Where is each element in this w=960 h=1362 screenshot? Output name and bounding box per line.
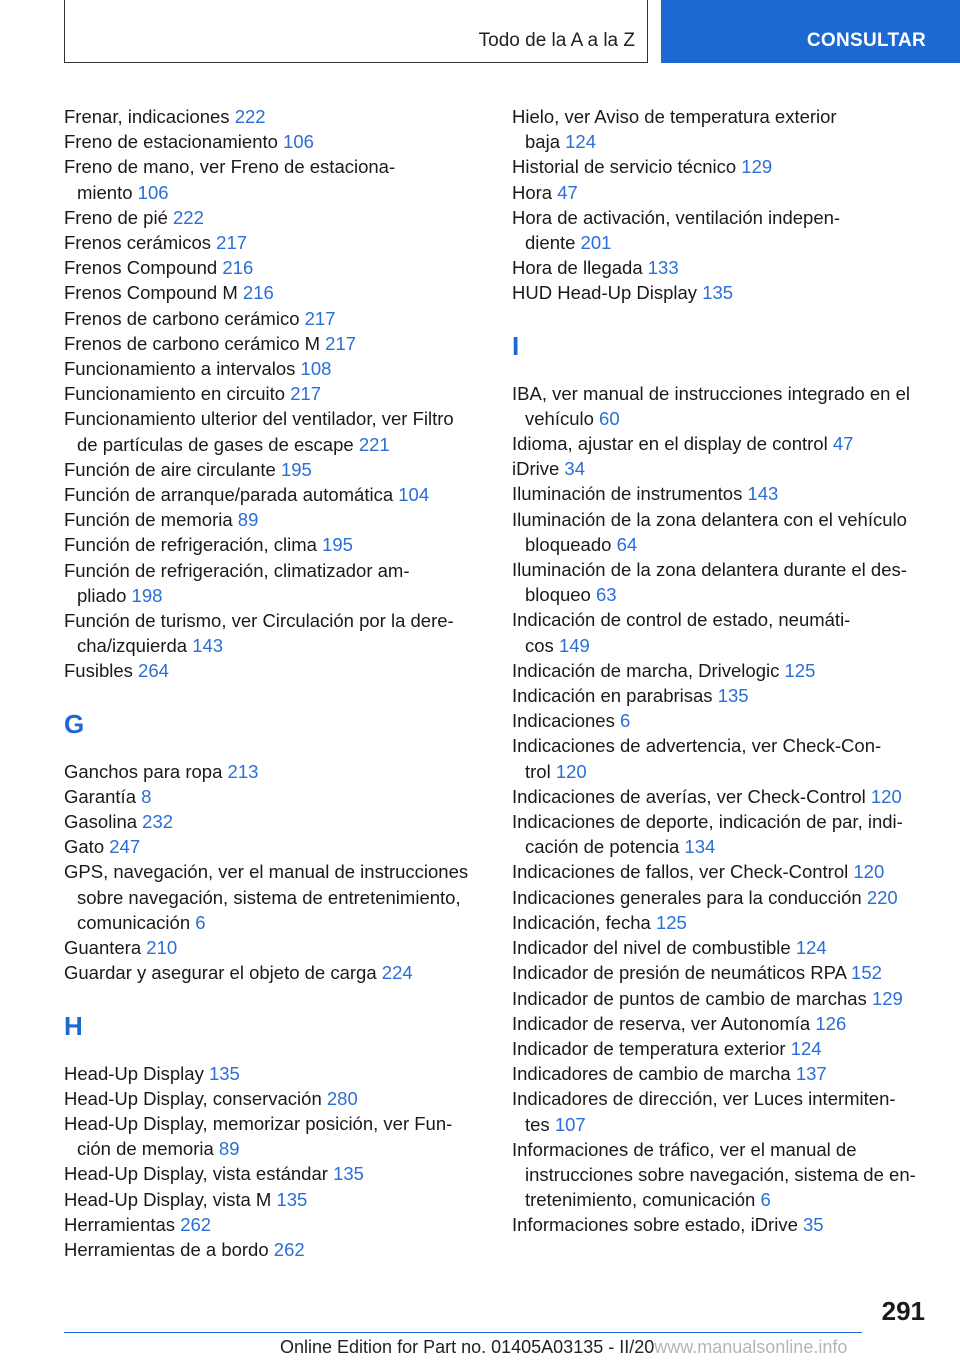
index-entry [64, 1161, 480, 1186]
entry-term: Indicador de presión de neumáticos RPA [512, 962, 846, 984]
index-entry [64, 1111, 480, 1161]
page-reference-link[interactable]: 143 [747, 483, 779, 505]
entry-term: Herramientas [64, 1213, 176, 1235]
entry-term: Indicador de temperatura exterior [512, 1037, 786, 1059]
entry-term: Head-Up Display, vista M [64, 1188, 272, 1210]
index-column-right [512, 104, 932, 1238]
entry-term: Función de turismo, ver Circulación por la dere‐ [64, 610, 454, 632]
page-reference-link[interactable]: 149 [558, 634, 590, 656]
index-entry [64, 608, 480, 658]
entry-term: Idioma, ajustar en el display de control [512, 433, 828, 455]
page-reference-link[interactable]: 137 [795, 1063, 827, 1085]
entry-term: Informaciones de tráfico, ver el manual de [512, 1138, 857, 1160]
index-entry [64, 356, 480, 381]
tab-a-to-z[interactable]: Todo de la A a la Z [64, 0, 648, 63]
page-reference-link[interactable]: 129 [871, 987, 903, 1009]
index-entry [64, 255, 480, 280]
page-reference-link[interactable]: 216 [242, 282, 274, 304]
page-reference-link[interactable]: 232 [142, 811, 174, 833]
page-reference-link[interactable]: 135 [333, 1163, 364, 1185]
page-reference-link[interactable]: 280 [326, 1087, 358, 1109]
page-number: 291 [881, 1296, 925, 1326]
entry-term-continuation: pliado [77, 584, 127, 606]
entry-term-continuation: tes [525, 1113, 550, 1135]
entry-term: Indicaciones de averías, ver Check-Control [512, 785, 866, 807]
page-reference-link[interactable]: 262 [273, 1238, 305, 1260]
entry-term: Frenos de carbono cerámico [64, 307, 300, 329]
entry-term: Indicaciones de deporte, indicación de par, indi‐ [512, 811, 903, 833]
page-reference-link[interactable]: 247 [109, 836, 141, 858]
page-reference-link[interactable]: 108 [300, 358, 332, 380]
index-entry [512, 784, 932, 809]
entry-term-continuation: miento [77, 181, 133, 203]
entry-term: Head-Up Display, conservación [64, 1087, 322, 1109]
entry-term-continuation: bloqueado [525, 533, 612, 555]
entry-term: Iluminación de la zona delantera durante el des‐ [512, 559, 907, 581]
entry-term: Fusibles [64, 660, 133, 682]
entry-term: Indicaciones [512, 710, 615, 732]
index-entry [64, 129, 480, 154]
entry-term-continuation: diente [525, 232, 576, 254]
page-reference-link[interactable]: 34 [564, 458, 585, 480]
index-entry [512, 255, 932, 280]
section-letter: I [512, 330, 520, 361]
page-reference-link[interactable]: 64 [616, 533, 638, 555]
page-reference-link[interactable]: 135 [717, 685, 749, 707]
page-reference-link[interactable]: 198 [131, 584, 163, 606]
page-reference-link[interactable]: 224 [381, 962, 413, 984]
page-reference-link[interactable]: 129 [741, 156, 773, 178]
index-column-left [64, 104, 480, 1262]
page-reference-link[interactable]: 125 [784, 659, 816, 681]
index-entry [512, 481, 932, 506]
entry-term: Garantía [64, 785, 136, 807]
page-reference-link[interactable]: 47 [832, 433, 854, 455]
entry-term: Indicador de reserva, ver Autonomía [512, 1012, 811, 1034]
index-entry [512, 104, 932, 154]
index-entry [64, 507, 480, 532]
entry-term: Frenos Compound M [64, 282, 238, 304]
index-entry [512, 205, 932, 255]
page-reference-link[interactable]: 47 [557, 181, 578, 203]
entry-term-continuation: baja [525, 131, 560, 153]
index-entry [512, 456, 932, 481]
index-entry [512, 658, 932, 683]
entry-term-continuation: tretenimiento, comunicación [525, 1189, 756, 1211]
entry-term: GPS, navegación, ver el manual de instrucciones [64, 861, 469, 883]
page-reference-link[interactable]: 217 [325, 332, 357, 354]
index-entry [64, 859, 480, 935]
entry-term: Función de aire circulante [64, 458, 276, 480]
page-reference-link[interactable]: 120 [853, 861, 885, 883]
entry-term: Función de arranque/parada automática [64, 484, 394, 506]
index-entry [64, 1086, 480, 1111]
entry-term: Informaciones sobre estado, iDrive [512, 1214, 798, 1236]
page-reference-link[interactable]: 8 [141, 785, 152, 807]
entry-term: Iluminación de la zona delantera con el vehículo [512, 508, 907, 530]
entry-term: Hielo, ver Aviso de temperatura exterior [512, 106, 837, 127]
footer-site[interactable]: www.manualsonline.info [654, 1337, 848, 1357]
index-entry [512, 1036, 932, 1061]
page-reference-link[interactable]: 89 [237, 509, 259, 531]
index-entry [512, 1061, 932, 1086]
page-reference-link[interactable]: 104 [398, 484, 430, 506]
page-reference-link[interactable]: 213 [227, 760, 259, 782]
index-entry [512, 1011, 932, 1036]
entry-term-continuation: comunicación [77, 911, 191, 933]
entry-term: Indicador del nivel de combustible [512, 937, 791, 959]
index-entry [512, 960, 932, 985]
entry-term: Freno de mano, ver Freno de estaciona‐ [64, 156, 396, 178]
section-letter: H [64, 1010, 83, 1041]
page-reference-link[interactable]: 106 [283, 131, 314, 153]
page-reference-link[interactable]: 135 [702, 282, 734, 304]
index-entry [64, 381, 480, 406]
page-reference-link[interactable]: 262 [180, 1213, 212, 1235]
entry-term: Frenos Compound [64, 257, 218, 279]
entry-term: Indicaciones de advertencia, ver Check-Con‐ [512, 735, 882, 757]
index-entry [64, 457, 480, 482]
index-entry [64, 104, 480, 129]
entry-term: Head-Up Display, vista estándar [64, 1163, 328, 1185]
entry-term: Hora [512, 181, 553, 203]
footer-edition: Online Edition for Part no. 01405A03135 - II/20 [280, 1337, 655, 1357]
page-reference-link[interactable]: 107 [554, 1113, 586, 1135]
entry-term: Función de refrigeración, clima [64, 534, 317, 556]
entry-term: Indicación en parabrisas [512, 685, 713, 707]
index-entry [64, 558, 480, 608]
index-entry [512, 557, 932, 607]
page-reference-link[interactable]: 124 [565, 131, 596, 153]
index-entry [64, 532, 480, 557]
page-reference-link[interactable]: 35 [803, 1214, 824, 1236]
index-entry [512, 733, 932, 783]
index-entry [512, 431, 932, 456]
index-entry [512, 986, 932, 1011]
entry-term: Gasolina [64, 811, 138, 833]
entry-term: Indicación de marcha, Drivelogic [512, 659, 780, 681]
page-reference-link[interactable]: 125 [655, 911, 687, 933]
page-header [0, 0, 960, 66]
index-entry [512, 910, 932, 935]
entry-term: Hora de activación, ventilación indepen‐ [512, 206, 841, 228]
entry-term: iDrive [512, 458, 560, 480]
entry-term: Guardar y asegurar el objeto de carga [64, 962, 377, 984]
index-entry [512, 1212, 932, 1237]
index-entry [512, 1086, 932, 1136]
footer [280, 1337, 847, 1358]
entry-term-continuation: cación de potencia [525, 836, 680, 858]
page-reference-link[interactable]: 124 [795, 937, 827, 959]
page-reference-link[interactable]: 217 [290, 383, 322, 405]
index-entry [64, 1237, 480, 1262]
index-entry [64, 154, 480, 204]
tab-consultar[interactable]: CONSULTAR [661, 0, 960, 63]
index-entry [64, 406, 480, 456]
index-entry [512, 683, 932, 708]
index-entry [64, 960, 480, 985]
entry-term: Ganchos para ropa [64, 760, 223, 782]
entry-term: Hora de llegada [512, 257, 643, 279]
index-entry [64, 834, 480, 859]
entry-term: Indicadores de cambio de marcha [512, 1063, 791, 1085]
index-entry [512, 708, 932, 733]
index-entry [64, 658, 480, 683]
index-entry [512, 381, 932, 431]
index-entry [64, 230, 480, 255]
index-entry [64, 280, 480, 305]
page-reference-link[interactable]: 89 [218, 1138, 240, 1160]
index-entry [512, 885, 932, 910]
entry-term-continuation: cos [525, 634, 554, 656]
page-reference-link[interactable]: 222 [234, 106, 266, 127]
index-entry [512, 935, 932, 960]
entry-term: Gato [64, 836, 105, 858]
entry-term: Función de refrigeración, climatizador am‐ [64, 559, 410, 581]
entry-term: IBA, ver manual de instrucciones integrado en el [512, 382, 910, 404]
entry-term-continuation: ción de memoria [77, 1138, 214, 1160]
page-reference-link[interactable]: 106 [137, 181, 169, 203]
page-reference-link[interactable]: 217 [304, 307, 336, 329]
index-entry [64, 759, 480, 784]
index-entry [64, 1212, 480, 1237]
page-reference-link[interactable]: 143 [192, 635, 224, 657]
index-entry [512, 180, 932, 205]
index-entry [64, 331, 480, 356]
page-reference-link[interactable]: 60 [599, 407, 620, 429]
page-reference-link[interactable]: 63 [595, 584, 617, 606]
index-entry [64, 1061, 480, 1086]
entry-term: Iluminación de instrumentos [512, 483, 743, 505]
page-reference-link[interactable]: 6 [760, 1189, 771, 1211]
page-reference-link[interactable]: 124 [790, 1037, 822, 1059]
page-reference-link[interactable]: 6 [195, 911, 206, 933]
entry-term: Indicación de control de estado, neumáti‐ [512, 609, 851, 631]
index-entry [64, 935, 480, 960]
page-reference-link[interactable]: 195 [280, 458, 312, 480]
index-entry [64, 306, 480, 331]
page-reference-link[interactable]: 6 [619, 710, 631, 732]
page-reference-link[interactable]: 134 [684, 836, 716, 858]
entry-term: Frenar, indicaciones [64, 106, 230, 127]
entry-term: Funcionamiento en circuito [64, 383, 286, 405]
page-reference-link[interactable]: 195 [322, 534, 353, 556]
entry-term: Head-Up Display, memorizar posición, ver Fun‐ [64, 1112, 453, 1134]
footer-rule [64, 1332, 862, 1333]
entry-term: Frenos cerámicos [64, 232, 212, 254]
entry-term: Indicación, fecha [512, 911, 651, 933]
index-entry [512, 607, 932, 657]
page-reference-link[interactable]: 135 [208, 1062, 240, 1084]
index-entry [512, 859, 932, 884]
entry-term: Head-Up Display [64, 1062, 204, 1084]
entry-term: HUD Head-Up Display [512, 282, 698, 304]
page-reference-link[interactable]: 217 [216, 232, 248, 254]
entry-term: Indicadores de dirección, ver Luces intermiten‐ [512, 1088, 896, 1110]
index-entry [64, 205, 480, 230]
page-reference-link[interactable]: 220 [866, 886, 898, 908]
entry-term-continuation: trol [525, 760, 551, 782]
page-reference-link[interactable]: 222 [173, 206, 204, 228]
index-entry [64, 482, 480, 507]
entry-term: Indicaciones generales para la conducción [512, 886, 862, 908]
entry-term: Guantera [64, 937, 142, 959]
page-reference-link[interactable]: 264 [138, 660, 169, 682]
index-entry [512, 1137, 932, 1213]
page-reference-link[interactable]: 133 [647, 257, 679, 279]
page-reference-link[interactable]: 152 [851, 962, 882, 984]
index-entry [64, 1187, 480, 1212]
entry-term-continuation: de partículas de gases de escape [77, 433, 354, 455]
page-reference-link[interactable]: 221 [358, 433, 390, 455]
index-entry [64, 784, 480, 809]
page-reference-link[interactable]: 120 [870, 785, 902, 807]
section-letter: G [64, 708, 85, 739]
entry-term: Funcionamiento a intervalos [64, 358, 296, 380]
entry-term: Herramientas de a bordo [64, 1238, 269, 1260]
entry-term: Función de memoria [64, 509, 233, 531]
index-entry [512, 809, 932, 859]
page-reference-link[interactable]: 120 [555, 760, 587, 782]
index-entry [64, 809, 480, 834]
index-entry [512, 280, 932, 305]
index-entry [512, 507, 932, 557]
entry-term: Historial de servicio técnico [512, 156, 737, 178]
entry-term-continuation: instrucciones sobre navegación, sistema de en‐ [525, 1163, 916, 1185]
entry-term: Funcionamiento ulterior del ventilador, ver Filtro [64, 408, 454, 430]
entry-term: Frenos de carbono cerámico M [64, 332, 321, 354]
entry-term-continuation: cha/izquierda [77, 635, 188, 657]
page-reference-link[interactable]: 126 [815, 1012, 847, 1034]
entry-term: Indicaciones de fallos, ver Check-Control [512, 861, 849, 883]
index-entry [512, 154, 932, 179]
entry-term-continuation: vehículo [525, 407, 594, 429]
entry-term: Freno de pié [64, 206, 168, 228]
page-reference-link[interactable]: 210 [146, 937, 178, 959]
entry-term: Indicador de puntos de cambio de marchas [512, 987, 867, 1009]
page-reference-link[interactable]: 216 [222, 257, 254, 279]
page-reference-link[interactable]: 201 [580, 232, 612, 254]
entry-term: Freno de estacionamiento [64, 131, 278, 153]
entry-term-continuation: sobre navegación, sistema de entretenimiento, [77, 886, 461, 908]
entry-term-continuation: bloqueo [525, 584, 591, 606]
page-reference-link[interactable]: 135 [276, 1188, 308, 1210]
